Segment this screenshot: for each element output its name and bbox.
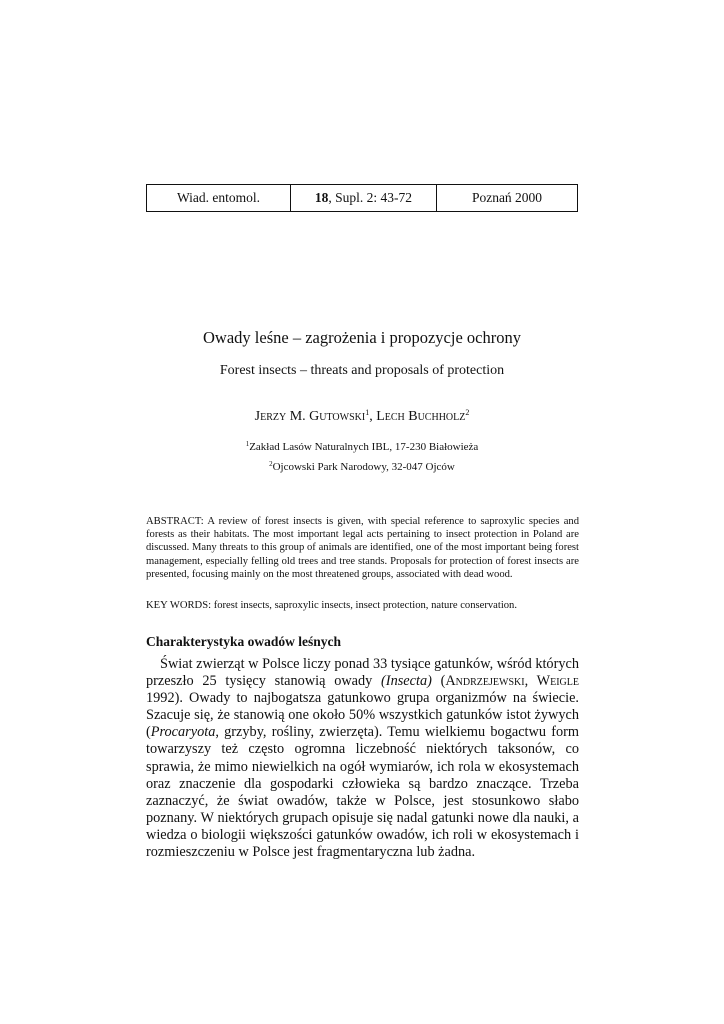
journal-volume: 18 [314, 190, 329, 205]
affiliation-2 [0, 460, 724, 473]
affiliation-1-text: Zakład Lasów Naturalnych IBL, 17-230 Białowieża [249, 441, 479, 453]
journal-place-year: Poznań 2000 [436, 185, 577, 211]
section-heading: Charakterystyka owadów leśnych [146, 634, 342, 649]
affiliation-1-mark: 1 [245, 440, 250, 448]
paragraph-text-a: Świat zwierząt w Polsce liczy ponad 33 tysiące gatunków, wśród których przeszło 25 tysięcy stanowią owady [146, 656, 579, 690]
paragraph-text-d: , grzyby, rośliny, zwierzęta). Temu wielkiemu bogactwu form towarzyszy też często ogromna liczebność niektórych taksonów, co sprawia, że mimo niewielkich na ogół wymiarów, ich rola w ekosystemach oraz znaczenie dla gospodarki człowieka są bardzo znaczące. Trzeba zaznaczyć, że świat owadów, także w Polsce, jest stosunkowo słabo poznany. W niektórych grupach opisuje się nadal gatunki nowe dla nauki, a wiedza o biologii większości gatunków owadów, ich roli w ekosystemach i rozmieszczeniu w Polsce jest fragmentaryczna lub żadna. [146, 724, 579, 861]
abstract [146, 515, 579, 581]
journal-header-box [146, 184, 578, 212]
author-separator: , [369, 409, 377, 424]
abstract-label: ABSTRACT: [146, 516, 204, 527]
taxon-insecta: (Insecta) [381, 673, 432, 690]
affiliation-2-mark: 2 [269, 460, 273, 468]
journal-name: Wiad. entomol. [176, 190, 261, 205]
affiliation-1 [0, 440, 724, 453]
article-title-english: Forest insects – threats and proposals of protection [219, 363, 505, 378]
article-title-polish: Owady leśne – zagrożenia i propozycje ochrony [203, 328, 521, 347]
taxon-procaryota: Procaryota [150, 724, 216, 741]
journal-issue-pages: , Supl. 2: 43-72 [328, 190, 413, 205]
author-2-affil-mark: 2 [465, 408, 470, 417]
affiliation-2-text: Ojcowski Park Narodowy, 32-047 Ojców [272, 461, 455, 473]
paragraph-text-c: 1992). Owady to najbogatsza gatunkowo grupa organizmów na świecie. Szacuje się, że stanowią one około 50% wszystkich gatunków istot żywych ( [146, 690, 579, 741]
keywords-label: KEY WORDS: [146, 600, 212, 611]
journal-volume-pages [290, 185, 436, 211]
body-paragraph [146, 656, 579, 861]
author-line [0, 408, 724, 425]
keywords-text: forest insects, saproxylic insects, insect protection, nature conservation. [211, 600, 517, 611]
author-1-affil-mark: 1 [365, 408, 370, 417]
author-2-name: Lech Buchholz [376, 409, 466, 424]
keywords [146, 599, 579, 612]
citation-authors: Andrzejewski, Weigle [445, 673, 579, 690]
author-1-name: Jerzy M. Gutowski [254, 409, 366, 424]
abstract-text: A review of forest insects is given, with special reference to saproxylic species and forests as their habitats. The most important legal acts pertaining to insect protection in Poland are discussed. Many threats to this group of animals are identified, one of the most important being forest management, especially felling old trees and tree stands. Proposals for protection of forest insects are presented, focusing mainly on the most threatened groups, associated with dead wood. [146, 516, 579, 580]
paragraph-text-b: ( [431, 673, 446, 690]
